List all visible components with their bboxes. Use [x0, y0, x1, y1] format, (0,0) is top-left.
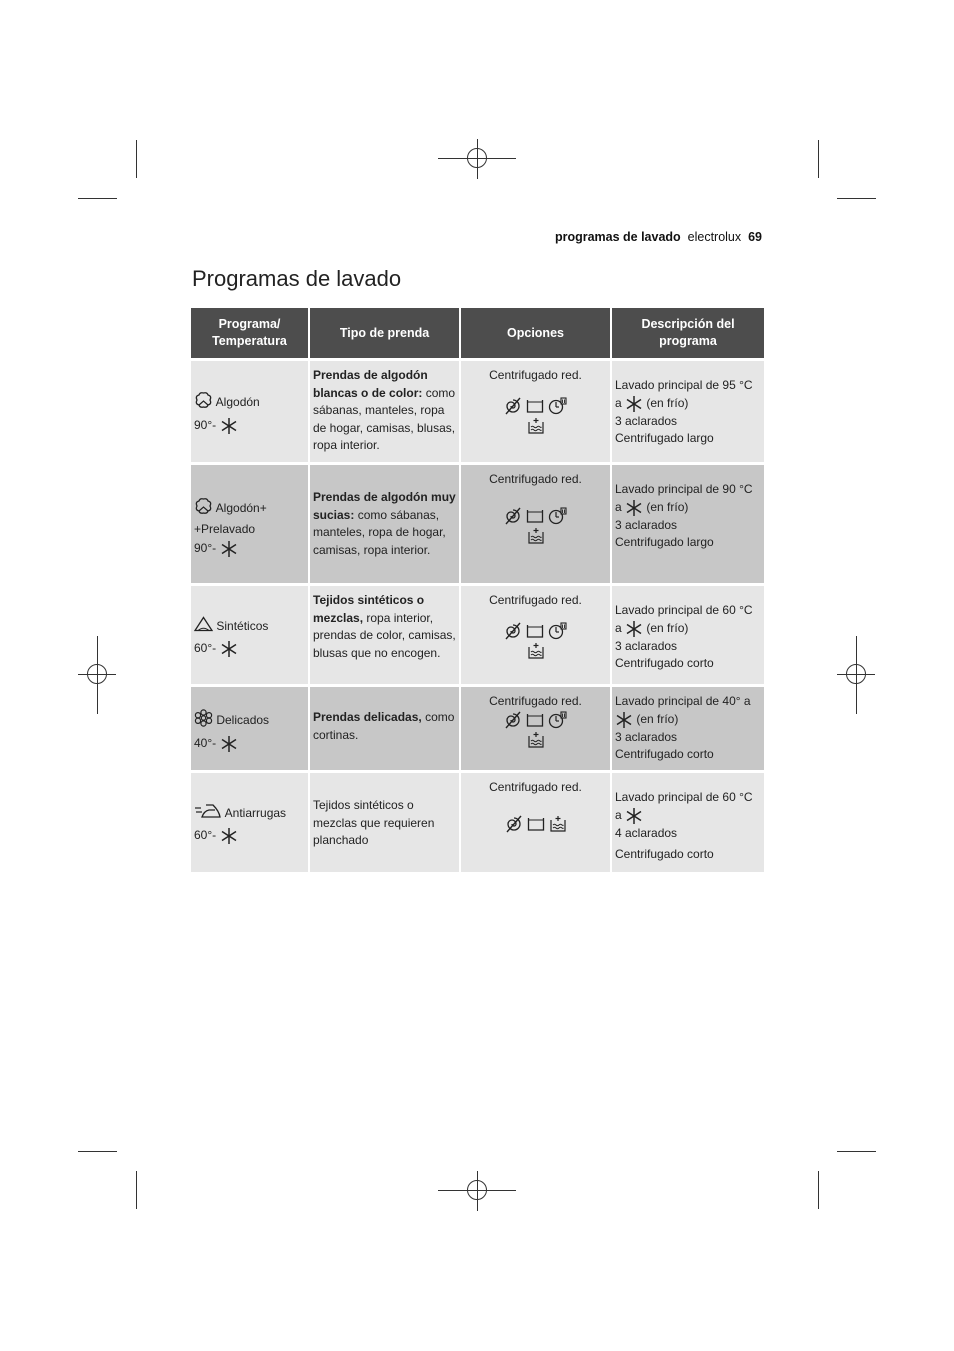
- description-rinses: 4 aclarados: [615, 825, 678, 840]
- options-cell: [460, 585, 611, 686]
- table-row: [191, 464, 764, 585]
- crop-mark: [818, 140, 819, 178]
- options-cell: [460, 772, 611, 872]
- extra-rinse-icon[interactable]: [527, 417, 545, 435]
- description-main-wash: Lavado principal de 95 °C a: [615, 378, 753, 410]
- description-main-wash: Lavado principal de 60 °C a: [615, 790, 753, 822]
- crop-mark: [837, 1151, 876, 1152]
- garment-type-cell: [309, 360, 460, 464]
- crop-mark: [78, 198, 117, 199]
- registration-mark: [87, 664, 107, 684]
- description-cold: (en frío): [646, 395, 689, 410]
- extra-rinse-icon[interactable]: [527, 642, 545, 660]
- crop-mark: [78, 1151, 117, 1152]
- description-cell: [611, 772, 764, 872]
- registration-mark: [846, 664, 866, 684]
- column-header: Opciones: [460, 308, 611, 360]
- garment-type-text: como cortinas.: [313, 710, 455, 742]
- rinse-hold-icon[interactable]: [526, 508, 544, 524]
- description-cell: [611, 686, 764, 772]
- garment-type-title: Prendas delicadas,: [313, 710, 422, 724]
- cold-icon: [625, 395, 643, 413]
- crop-mark: [136, 1171, 137, 1209]
- quick-wash-icon[interactable]: [548, 711, 568, 729]
- rinse-hold-icon[interactable]: [526, 398, 544, 414]
- garment-type-text: como sábanas, manteles, ropa de hogar, camisas, ropa interior.: [313, 507, 446, 557]
- description-cell: [611, 360, 764, 464]
- program-name: Sintéticos: [216, 618, 269, 633]
- description-spin: Centrifugado largo: [615, 535, 714, 550]
- options-cell: [460, 464, 611, 585]
- program-cell: [191, 464, 309, 585]
- rinse-hold-icon[interactable]: [526, 623, 544, 639]
- program-name: Delicados: [216, 712, 270, 727]
- program-temperature: 90°-: [194, 541, 217, 556]
- program-temperature: 90°-: [194, 417, 217, 432]
- running-header: [555, 230, 762, 244]
- cold-icon: [220, 640, 238, 658]
- table-row: [191, 772, 764, 872]
- rinse-hold-icon[interactable]: [527, 816, 545, 832]
- description-main-wash: Lavado principal de 90 °C a: [615, 482, 753, 514]
- options-cell: [460, 686, 611, 772]
- description-rinses: 3 aclarados: [615, 517, 678, 532]
- column-header: Tipo de prenda: [309, 308, 460, 360]
- column-header: Programa/ Temperatura: [191, 308, 309, 360]
- garment-type-cell: [309, 772, 460, 872]
- extra-rinse-icon[interactable]: [549, 815, 567, 833]
- no-spin-icon[interactable]: [505, 815, 523, 833]
- garment-type-title: Prendas de algodón blancas o de color:: [313, 368, 428, 400]
- extra-rinse-icon[interactable]: [527, 731, 545, 749]
- option-spin-reduction: Centrifugado red.: [489, 472, 582, 486]
- description-cell: [611, 464, 764, 585]
- description-cell: [611, 585, 764, 686]
- delicate-icon: [194, 709, 213, 733]
- option-spin-reduction: Centrifugado red.: [489, 694, 582, 708]
- program-temperature: 60°-: [194, 827, 217, 842]
- cold-icon: [220, 540, 238, 558]
- description-rinses: 3 aclarados: [615, 413, 678, 428]
- table-header-row: [191, 308, 764, 360]
- option-spin-reduction: Centrifugado red.: [489, 780, 582, 794]
- description-cold: (en frío): [646, 499, 689, 514]
- program-cell: [191, 360, 309, 464]
- page-title: Programas de lavado: [192, 266, 402, 291]
- program-cell: [191, 772, 309, 872]
- program-name: Algodón: [215, 394, 260, 409]
- cotton-icon: [194, 391, 213, 415]
- extra-rinse-icon[interactable]: [527, 527, 545, 545]
- description-main-wash: Lavado principal de 40° a: [615, 694, 751, 708]
- crop-mark: [837, 198, 876, 199]
- page-number: 69: [748, 230, 762, 244]
- table-row: [191, 686, 764, 772]
- crop-mark: [136, 140, 137, 178]
- cold-icon: [220, 827, 238, 845]
- garment-type-title: Prendas de algodón muy sucias:: [313, 490, 456, 522]
- registration-mark: [467, 1180, 487, 1200]
- crop-mark: [818, 1171, 819, 1209]
- table-row: [191, 360, 764, 464]
- description-spin: Centrifugado largo: [615, 431, 714, 446]
- no-spin-icon[interactable]: [504, 622, 522, 640]
- column-header: Descripción del programa: [611, 308, 764, 360]
- garment-type-text: Tejidos sintéticos o mezclas que requieren planchado: [313, 798, 435, 848]
- description-cold: (en frío): [646, 620, 689, 635]
- garment-type-cell: [309, 464, 460, 585]
- program-temperature: 40°-: [194, 735, 217, 750]
- header-section: programas de lavado: [554, 230, 681, 244]
- program-cell: [191, 686, 309, 772]
- garment-type-cell: [309, 585, 460, 686]
- header-brand: electrolux: [687, 230, 742, 244]
- garment-type-title: Tejidos sintéticos o mezclas,: [313, 593, 425, 625]
- programs-table: [191, 308, 764, 872]
- cold-icon: [220, 417, 238, 435]
- garment-type-text: como sábanas, manteles, ropa de hogar, camisas, blusas, ropa interior.: [313, 385, 456, 453]
- description-rinses: 3 aclarados: [615, 638, 678, 653]
- no-spin-icon[interactable]: [504, 397, 522, 415]
- option-spin-reduction: Centrifugado red.: [489, 593, 582, 607]
- program-name: Antiarrugas: [224, 805, 287, 820]
- description-spin: Centrifugado corto: [615, 847, 714, 862]
- no-spin-icon[interactable]: [504, 507, 522, 525]
- cold-icon: [625, 807, 643, 825]
- description-cold: (en frío): [636, 711, 679, 726]
- cold-icon: [625, 499, 643, 517]
- quick-wash-icon[interactable]: [548, 507, 568, 525]
- easy-iron-icon: [194, 803, 222, 825]
- description-spin: Centrifugado corto: [615, 656, 714, 671]
- cold-icon: [220, 735, 238, 753]
- program-name: Algodón+: [215, 500, 267, 515]
- garment-type-cell: [309, 686, 460, 772]
- table-row: [191, 585, 764, 686]
- no-spin-icon[interactable]: [504, 711, 522, 729]
- options-cell: [460, 360, 611, 464]
- garment-type-text: ropa interior, prendas de color, camisas, blusas que no encogen.: [313, 610, 456, 660]
- program-temperature: 60°-: [194, 640, 217, 655]
- cotton-icon: [194, 497, 213, 521]
- cold-icon: [625, 620, 643, 638]
- option-spin-reduction: Centrifugado red.: [489, 368, 582, 382]
- program-extra: +Prelavado: [194, 521, 256, 536]
- description-spin: Centrifugado corto: [615, 747, 714, 762]
- registration-mark: [467, 148, 487, 168]
- quick-wash-icon[interactable]: [548, 622, 568, 640]
- synthetic-icon: [194, 616, 213, 638]
- rinse-hold-icon[interactable]: [526, 712, 544, 728]
- program-cell: [191, 585, 309, 686]
- quick-wash-icon[interactable]: [548, 397, 568, 415]
- description-main-wash: Lavado principal de 60 °C a: [615, 603, 753, 635]
- description-rinses: 3 aclarados: [615, 729, 678, 744]
- cold-icon: [615, 711, 633, 729]
